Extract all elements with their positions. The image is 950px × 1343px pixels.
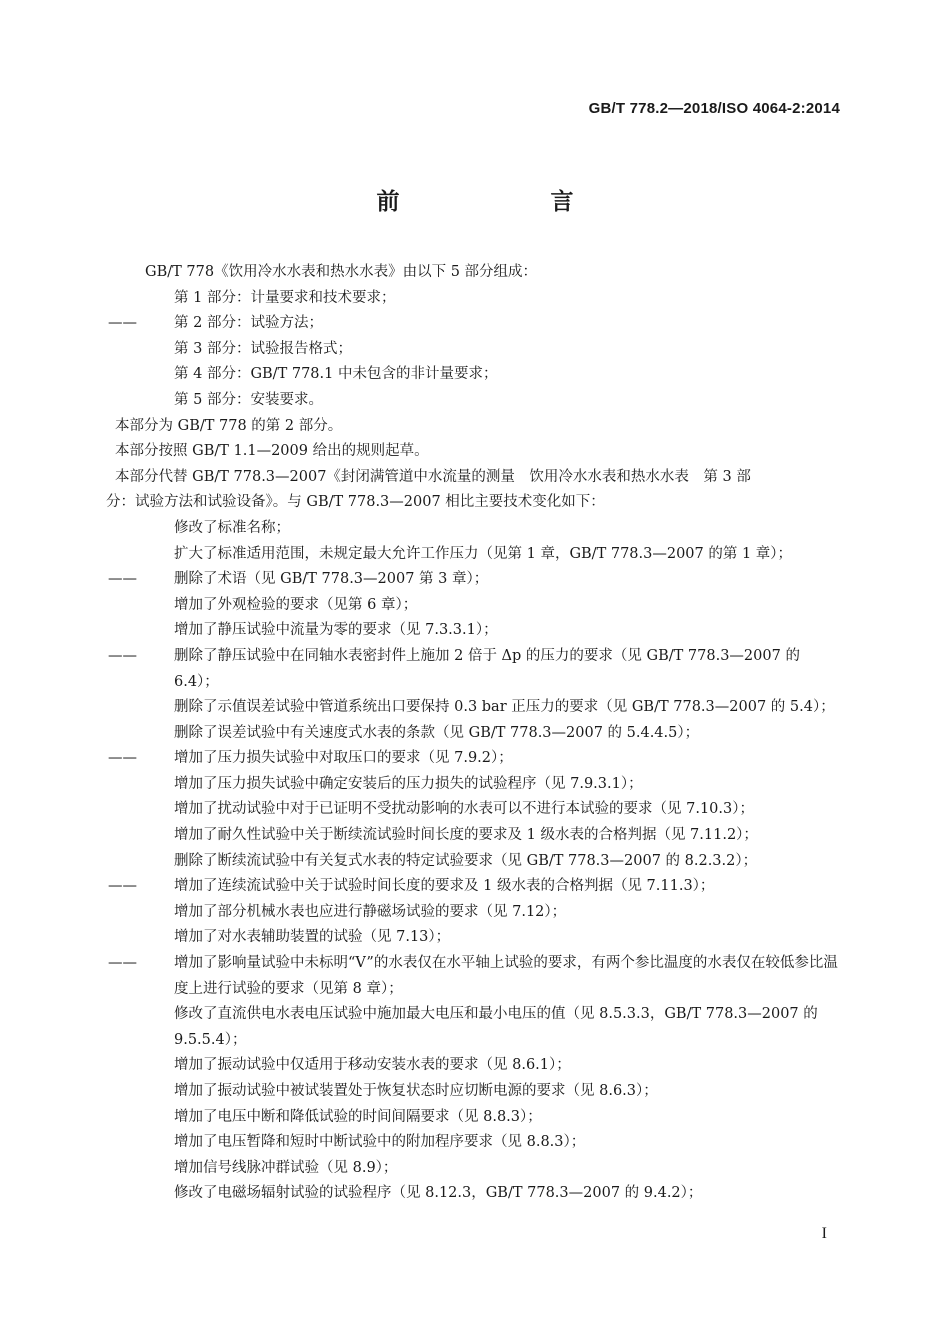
dash-mark: —— <box>108 647 137 664</box>
list-item <box>108 311 844 337</box>
list-item <box>108 772 844 798</box>
list-item-text: 增加了电压暂降和短时中断试验中的附加程序要求（见 8.8.3）； <box>174 1134 586 1151</box>
list-item-text: 第 5 部分：安装要求。 <box>174 391 323 408</box>
dash-mark: —— <box>108 315 137 332</box>
list-item <box>108 823 844 849</box>
list-item <box>108 1130 844 1156</box>
standard-code: GB/T 778.2—2018/ISO 4064-2:2014 <box>588 100 840 117</box>
list-item <box>108 874 844 900</box>
list-item <box>108 567 844 593</box>
list-item <box>108 593 844 619</box>
list-item-text: 增加了振动试验中仅适用于移动安装水表的要求（见 8.6.1）； <box>174 1057 571 1074</box>
paragraph: 分：试验方法和试验设备》。与 GB/T 778.3—2007 相比主要技术变化如下： <box>106 494 605 511</box>
list-item <box>108 542 844 568</box>
list-item-text: 删除了静压试验中在同轴水表密封件上施加 2 倍于 Δp 的压力的要求（见 GB/T 778.3—2007 的 6.4）； <box>174 647 800 690</box>
list-item <box>108 618 844 644</box>
parts-list <box>108 286 844 414</box>
list-item <box>108 1181 844 1207</box>
list-item <box>108 1105 844 1131</box>
paragraph: 本部分代替 GB/T 778.3—2007《封闭满管道中水流量的测量 饮用冷水水表和热水水表 第 3 部 <box>115 468 751 485</box>
list-item <box>108 337 844 363</box>
list-item <box>108 362 844 388</box>
list-item-text: 第 1 部分：计量要求和技术要求； <box>174 289 396 306</box>
list-item-text: 增加了振动试验中被试装置处于恢复状态时应切断电源的要求（见 8.6.3）； <box>174 1083 658 1099</box>
list-item-text: 增加了扰动试验中对于已证明不受扰动影响的水表可以不进行本试验的要求（见 7.10.3）； <box>174 801 754 818</box>
list-item <box>108 925 844 951</box>
list-item <box>108 1156 844 1182</box>
list-item-text: 增加了部分机械水表也应进行静磁场试验的要求（见 7.12）； <box>174 903 567 920</box>
list-item <box>108 1053 844 1079</box>
list-item <box>108 695 844 721</box>
list-item <box>108 1079 844 1105</box>
page-number: I <box>821 1225 827 1242</box>
list-item <box>108 516 844 542</box>
list-item-text: 增加信号线脉冲群试验（见 8.9）； <box>174 1159 398 1176</box>
list-item <box>108 286 844 312</box>
list-item-text: 扩大了标准适用范围，未规定最大允许工作压力（见第 1 章，GB/T 778.3—2007 的第 1 章）； <box>174 545 793 562</box>
list-item-text: 修改了电磁场辐射试验的试验程序（见 8.12.3，GB/T 778.3—2007 的 9.4.2）； <box>174 1185 703 1202</box>
list-item-text: 第 4 部分：GB/T 778.1 中未包含的非计量要求； <box>174 366 498 383</box>
list-item <box>108 900 844 926</box>
list-item-text: 增加了电压中断和降低试验的时间间隔要求（见 8.8.3）； <box>174 1108 542 1125</box>
changes-list <box>108 516 844 1207</box>
list-item-text: 修改了直流供电水表电压试验中施加最大电压和最小电压的值（见 8.5.3.3，GB/T 778.3—2007 的 9.5.5.4）； <box>174 1006 818 1048</box>
list-item <box>108 849 844 875</box>
list-item <box>108 388 844 414</box>
list-item-text: 第 2 部分：试验方法； <box>174 315 323 332</box>
foreword-body <box>108 260 844 1207</box>
list-item-text: 增加了压力损失试验中对取压口的要求（见 7.9.2）； <box>174 750 513 767</box>
list-item <box>108 746 844 772</box>
list-item-text: 修改了标准名称； <box>174 519 290 536</box>
list-item-text: 增加了外观检验的要求（见第 6 章）； <box>174 596 418 613</box>
list-item-text: 增加了耐久性试验中关于断续流试验时间长度的要求及 1 级水表的合格判据（见 7.11.2）； <box>174 827 758 844</box>
list-item-text: 增加了连续流试验中关于试验时间长度的要求及 1 级水表的合格判据（见 7.11.3）； <box>174 878 715 895</box>
list-item-text: 增加了影响量试验中未标明“V”的水表仅在水平轴上试验的要求，有两个参比温度的水表仅在较低参比温度上进行试验的要求（见第 8 章）； <box>174 955 838 997</box>
list-item-text: 增加了对水表辅助装置的试验（见 7.13）； <box>174 929 451 946</box>
list-item-text: 增加了静压试验中流量为零的要求（见 7.3.3.1）； <box>174 622 498 639</box>
dash-mark: —— <box>108 878 137 895</box>
list-item <box>108 644 844 695</box>
list-item-text: 删除了示值误差试验中管道系统出口要保持 0.3 bar 正压力的要求（见 GB/T 778.3—2007 的 5.4）； <box>174 699 835 716</box>
page-title: 前 言 <box>376 189 638 215</box>
dash-mark: —— <box>108 955 137 972</box>
paragraph: 本部分按照 GB/T 1.1—2009 给出的规则起草。 <box>115 443 429 460</box>
list-item-text: 删除了误差试验中有关速度式水表的条款（见 GB/T 778.3—2007 的 5.4.4.5）； <box>174 724 700 741</box>
paragraph: 本部分为 GB/T 778 的第 2 部分。 <box>115 417 343 434</box>
list-item-text: 第 3 部分：试验报告格式； <box>174 340 352 357</box>
dash-mark: —— <box>108 571 137 588</box>
list-item <box>108 721 844 747</box>
list-item-text: 增加了压力损失试验中确定安装后的压力损失的试验程序（见 7.9.3.1）； <box>174 775 643 792</box>
paragraph: GB/T 778《饮用冷水水表和热水水表》由以下 5 部分组成： <box>145 264 538 280</box>
list-item <box>108 797 844 823</box>
list-item <box>108 1002 844 1053</box>
list-item-text: 删除了断续流试验中有关复式水表的特定试验要求（见 GB/T 778.3—2007 的 8.2.3.2）； <box>174 852 758 869</box>
list-item-text: 删除了术语（见 GB/T 778.3—2007 第 3 章）； <box>174 571 489 588</box>
list-item <box>108 951 844 1002</box>
dash-mark: —— <box>108 750 137 767</box>
